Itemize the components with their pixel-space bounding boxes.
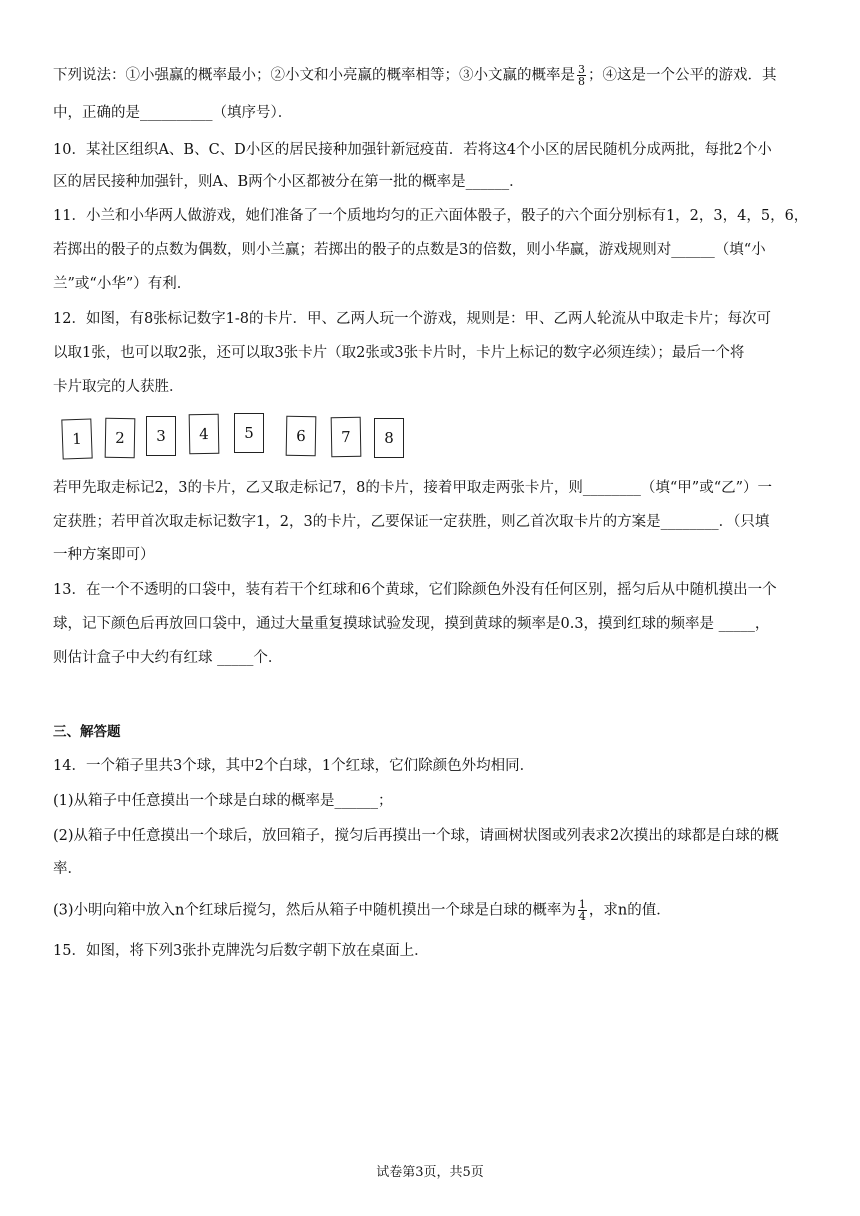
- card-8: 8: [374, 418, 404, 458]
- question-10-line-1: 10．某社区组织A、B、C、D小区的居民接种加强针新冠疫苗．若将这4个小区的居民随机分成两批，每批2个小: [53, 142, 772, 158]
- question-12-line-6: 一种方案即可）: [53, 547, 155, 563]
- text-line-1: [53, 64, 777, 87]
- question-11-line-1: 11．小兰和小华两人做游戏，她们准备了一个质地均匀的正六面体骰子，骰子的六个面分别标有1，2，3，4，5，6，: [53, 208, 809, 224]
- question-12-line-1: 12．如图，有8张标记数字1-8的卡片．甲、乙两人玩一个游戏，规则是：甲、乙两人轮流从中取走卡片；每次可: [53, 311, 772, 327]
- text-line-2: 中，正确的是__________（填序号）．: [53, 105, 293, 121]
- question-12-line-5: 定获胜；若甲首次取走标记数字1，2，3的卡片，乙要保证一定获胜，则乙首次取卡片的方案是________．（只填: [53, 514, 770, 530]
- card-6: 6: [286, 416, 317, 457]
- question-14-part-3: [53, 899, 671, 922]
- text-segment: ；④这是一个公平的游戏．其: [588, 67, 777, 84]
- page-footer: 试卷第3页，共5页: [376, 1165, 484, 1180]
- fraction-three-eighths: [577, 64, 586, 87]
- fraction-numerator: 1: [578, 898, 586, 911]
- question-12-line-4: 若甲先取走标记2，3的卡片，乙又取走标记7，8的卡片，接着甲取走两张卡片，则________（填“甲”或“乙”）一: [53, 480, 773, 496]
- text-segment: 下列说法：①小强赢的概率最小；②小文和小亮赢的概率相等；③小文赢的概率是: [53, 67, 575, 84]
- card-4: 4: [189, 414, 220, 455]
- question-11-line-3: 兰”或“小华”）有利．: [53, 276, 192, 292]
- question-10-line-2: 区的居民接种加强针，则A、B两个小区都被分在第一批的概率是______．: [53, 174, 524, 190]
- question-13-line-2: 球，记下颜色后再放回口袋中，通过大量重复摸球试验发现，摸到黄球的频率是0.3，摸到红球的频率是 _____，: [53, 616, 770, 632]
- fraction-denominator: 8: [578, 75, 585, 88]
- card-5: 5: [234, 413, 264, 453]
- question-14-line-1: 14．一个箱子里共3个球，其中2个白球，1个红球，它们除颜色外均相同．: [53, 758, 535, 774]
- text-segment: (3)小明向箱中放入n个红球后搅匀，然后从箱子中随机摸出一个球是白球的概率为: [53, 902, 576, 919]
- card-3: 3: [146, 416, 176, 456]
- question-11-line-2: 若掷出的骰子的点数为偶数，则小兰赢；若掷出的骰子的点数是3的倍数，则小华赢，游戏规则对______（填“小: [53, 242, 766, 258]
- question-13-line-1: 13．在一个不透明的口袋中，装有若干个红球和6个黄球，它们除颜色外没有任何区别，摇匀后从中随机摸出一个: [53, 582, 777, 598]
- card-7: 7: [331, 417, 362, 458]
- card-1: 1: [61, 418, 92, 459]
- fraction-one-quarter: [578, 899, 587, 922]
- section-heading: 三、解答题: [53, 724, 121, 740]
- question-13-line-3: 则估计盒子中大约有红球 _____个．: [53, 650, 283, 666]
- question-15-line-1: 15．如图，将下列3张扑克牌洗匀后数字朝下放在桌面上．: [53, 943, 429, 959]
- question-12-line-3: 卡片取完的人获胜．: [53, 379, 184, 395]
- question-14-part-1: (1)从箱子中任意摸出一个球是白球的概率是______；: [53, 793, 393, 809]
- question-14-part-2-end: 率．: [53, 861, 82, 877]
- question-14-part-2: (2)从箱子中任意摸出一个球后，放回箱子，搅匀后再摸出一个球，请画树状图或列表求2次摸出的球都是白球的概: [53, 828, 779, 844]
- fraction-denominator: 4: [578, 910, 586, 923]
- question-12-line-2: 以取1张，也可以取2张，还可以取3张卡片（取2张或3张卡片时，卡片上标记的数字必须连续）；最后一个将: [53, 345, 745, 361]
- card-2: 2: [105, 418, 136, 459]
- fraction-numerator: 3: [578, 63, 585, 76]
- text-segment: ，求n的值．: [588, 902, 671, 919]
